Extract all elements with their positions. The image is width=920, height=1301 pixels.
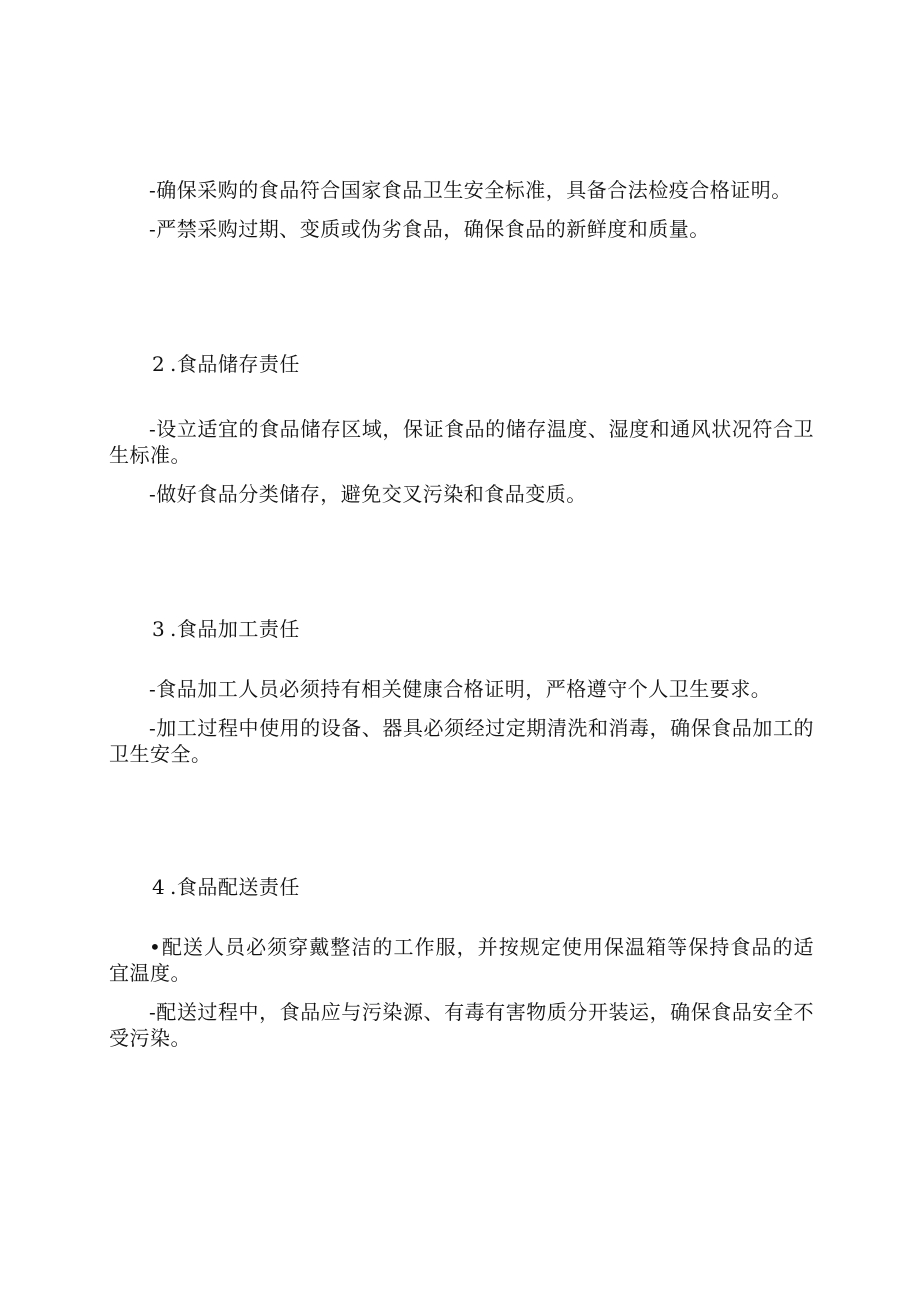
heading-text: .食品储存责任 — [170, 352, 300, 376]
paragraph: -配送过程中，食品应与污染源、有毒有害物质分开装运，确保食品安全不受污染。 — [109, 1000, 814, 1050]
heading-number: 4 — [152, 875, 166, 899]
heading-number: 3 — [152, 617, 166, 641]
paragraph: -做好食品分类储存，避免交叉污染和食品变质。 — [149, 482, 587, 506]
paragraph: -食品加工人员必须持有相关健康合格证明，严格遵守个人卫生要求。 — [149, 677, 772, 701]
section-procurement-items — [109, 177, 814, 242]
paragraph: •配送人员必须穿戴整洁的工作服，并按规定使用保温箱等保持食品的适宜温度。 — [109, 935, 814, 985]
paragraph: -严禁采购过期、变质或伪劣食品，确保食品的新鲜度和质量。 — [149, 217, 710, 241]
section-heading-storage — [152, 351, 300, 377]
section-processing-items — [109, 676, 814, 767]
section-heading-processing — [152, 616, 300, 642]
paragraph: -确保采购的食品符合国家食品卫生安全标准，具备合法检疫合格证明。 — [149, 178, 792, 202]
paragraph: -加工过程中使用的设备、器具必须经过定期清洗和消毒，确保食品加工的卫生安全。 — [109, 716, 814, 766]
section-heading-delivery — [152, 874, 300, 900]
section-delivery-items — [109, 934, 814, 1051]
paragraph: -设立适宜的食品储存区域，保证食品的储存温度、湿度和通风状况符合卫生标准。 — [109, 417, 814, 467]
heading-number: 2 — [152, 352, 166, 376]
heading-text: .食品加工责任 — [170, 617, 300, 641]
section-storage-items — [109, 416, 814, 507]
heading-text: .食品配送责任 — [170, 875, 300, 899]
